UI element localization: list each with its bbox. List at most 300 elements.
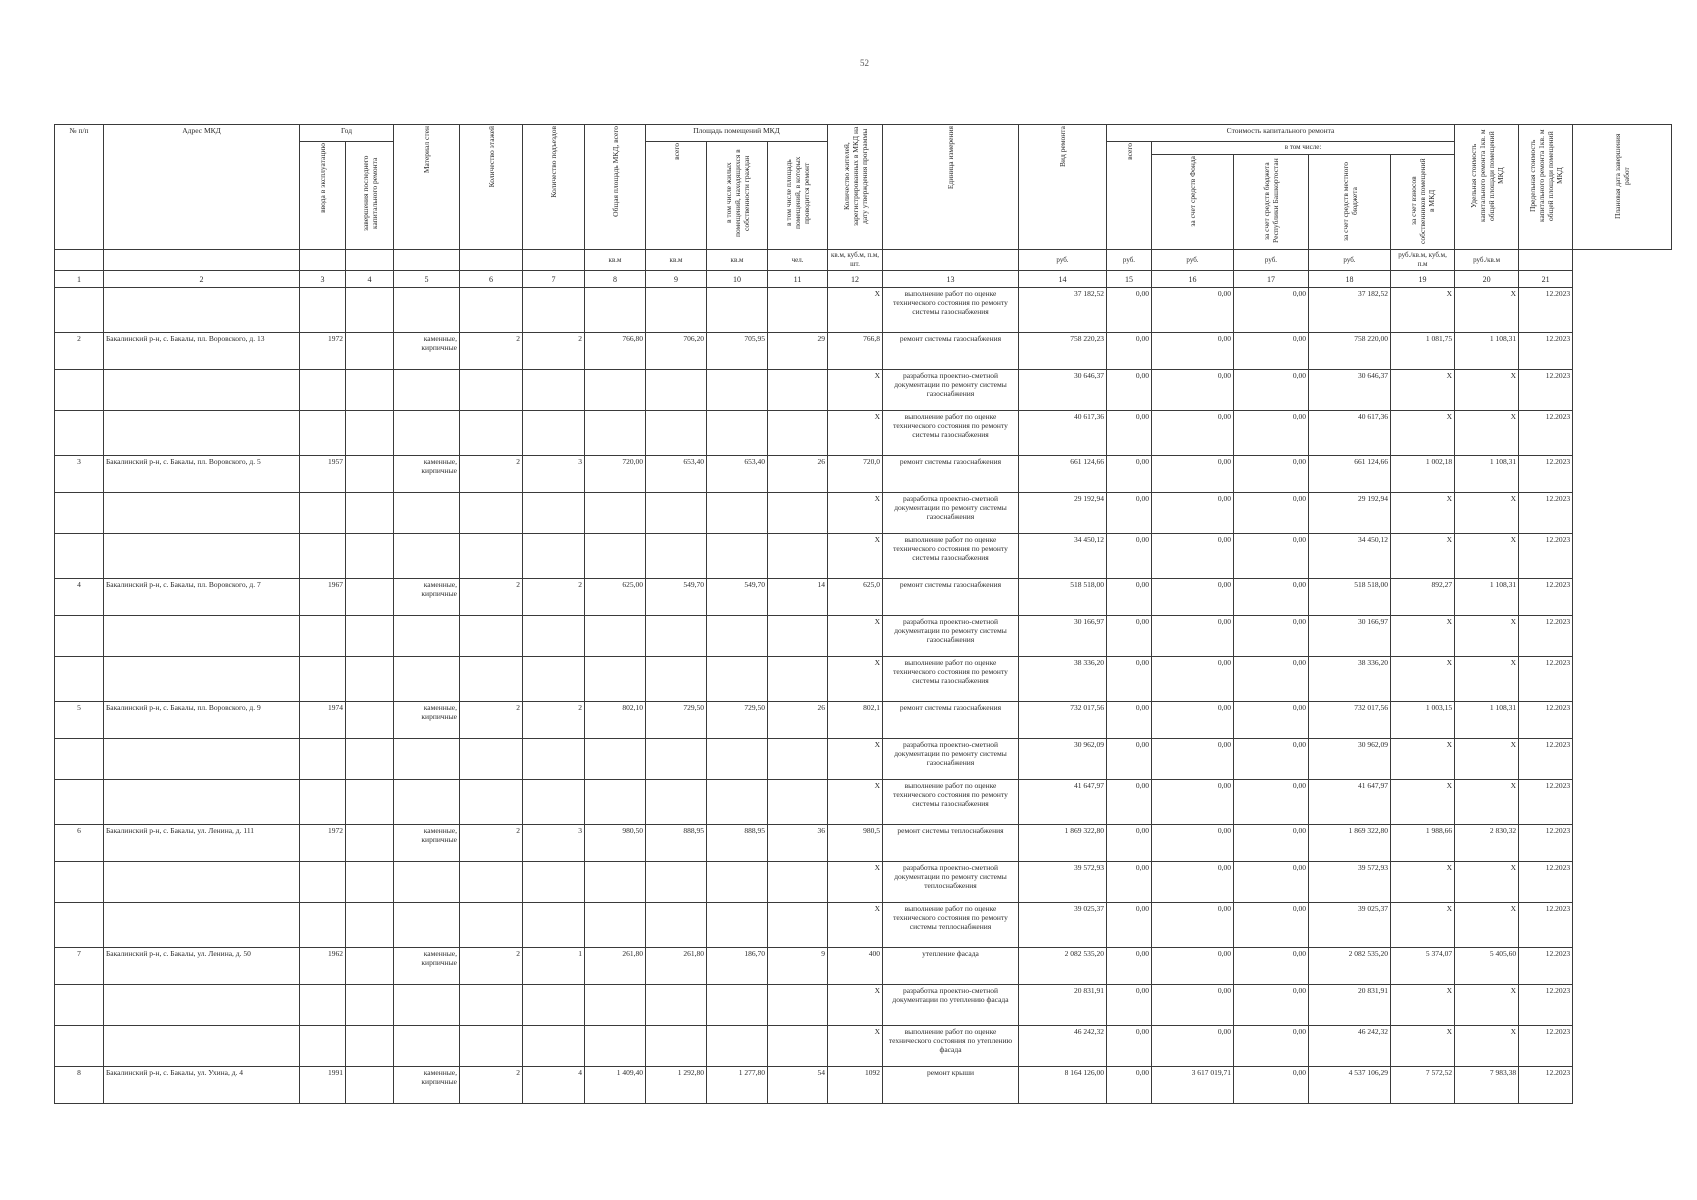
- premises-area-cell: [646, 780, 707, 825]
- residents-count-cell: 36: [768, 825, 828, 862]
- unit-cell: руб.: [1107, 250, 1152, 271]
- repair-type-cell: ремонт системы газоснабжения: [883, 702, 1019, 739]
- cost-owners-cell: 38 336,20: [1309, 657, 1391, 702]
- row-number: 3: [55, 456, 104, 493]
- specific-cost-cell: X: [1391, 985, 1455, 1026]
- column-number-cell: 2: [104, 271, 300, 288]
- unit-value-cell: X: [828, 288, 883, 333]
- deadline-cell: 12.2023: [1519, 579, 1573, 616]
- floors-cell: 2: [460, 825, 523, 862]
- floors-cell: [460, 657, 523, 702]
- entrances-cell: [523, 1026, 585, 1067]
- entrances-cell: 3: [523, 825, 585, 862]
- residents-count-cell: [768, 534, 828, 579]
- wall-material-cell: [394, 862, 460, 903]
- header-premises-other: в том числе площадь помещений, в которых проводится ремонт: [768, 142, 828, 250]
- header-cost-total: всего: [1107, 142, 1152, 250]
- cost-republic-cell: 3 617 019,71: [1152, 1067, 1234, 1104]
- year-built-cell: [300, 1026, 346, 1067]
- year-last-repair-cell: [346, 739, 394, 780]
- year-built-cell: 1962: [300, 948, 346, 985]
- deadline-cell: 12.2023: [1519, 780, 1573, 825]
- address-cell: [104, 657, 300, 702]
- header-num: № п/п: [55, 125, 104, 250]
- address-cell: [104, 288, 300, 333]
- address-cell: [104, 411, 300, 456]
- unit-cell: [300, 250, 346, 271]
- residents-area-cell: [707, 780, 768, 825]
- total-area-cell: [585, 493, 646, 534]
- unit-cell: кв.м: [646, 250, 707, 271]
- floors-cell: [460, 985, 523, 1026]
- residents-area-cell: [707, 370, 768, 411]
- floors-cell: 2: [460, 948, 523, 985]
- unit-cell: [394, 250, 460, 271]
- deadline-cell: 12.2023: [1519, 985, 1573, 1026]
- table-row: [55, 493, 1672, 534]
- total-area-cell: 980,50: [585, 825, 646, 862]
- year-built-cell: [300, 780, 346, 825]
- premises-area-cell: 706,20: [646, 333, 707, 370]
- table-row: [55, 288, 1672, 333]
- cost-local-cell: 0,00: [1234, 333, 1309, 370]
- row-number: [55, 739, 104, 780]
- total-area-cell: [585, 657, 646, 702]
- row-number: 2: [55, 333, 104, 370]
- residents-area-cell: [707, 1026, 768, 1067]
- floors-cell: [460, 862, 523, 903]
- cost-total-cell: 30 166,97: [1019, 616, 1107, 657]
- repair-type-cell: ремонт системы теплоснабжения: [883, 825, 1019, 862]
- repair-type-cell: выполнение работ по оценке технического состояния по ремонту системы газоснабжения: [883, 534, 1019, 579]
- unit-value-cell: 1092: [828, 1067, 883, 1104]
- column-number-cell: 1: [55, 271, 104, 288]
- year-last-repair-cell: [346, 370, 394, 411]
- cost-local-cell: 0,00: [1234, 780, 1309, 825]
- column-number-cell: 16: [1152, 271, 1234, 288]
- residents-count-cell: [768, 985, 828, 1026]
- max-cost-cell: X: [1455, 657, 1519, 702]
- header-group-cost: Стоимость капитального ремонта: [1107, 125, 1455, 142]
- cost-republic-cell: 0,00: [1152, 456, 1234, 493]
- cost-fund-cell: 0,00: [1107, 288, 1152, 333]
- table-row: [55, 862, 1672, 903]
- specific-cost-cell: X: [1391, 780, 1455, 825]
- unit-value-cell: 625,0: [828, 579, 883, 616]
- cost-republic-cell: 0,00: [1152, 370, 1234, 411]
- column-number-cell: 19: [1391, 271, 1455, 288]
- row-number: [55, 288, 104, 333]
- cost-local-cell: 0,00: [1234, 288, 1309, 333]
- address-cell: [104, 616, 300, 657]
- specific-cost-cell: 7 572,52: [1391, 1067, 1455, 1104]
- residents-area-cell: 888,95: [707, 825, 768, 862]
- cost-local-cell: 0,00: [1234, 985, 1309, 1026]
- cost-republic-cell: 0,00: [1152, 493, 1234, 534]
- address-cell: [104, 739, 300, 780]
- row-number: [55, 534, 104, 579]
- max-cost-cell: 1 108,31: [1455, 702, 1519, 739]
- cost-total-cell: 39 572,93: [1019, 862, 1107, 903]
- table-row: [55, 825, 1672, 862]
- cost-local-cell: 0,00: [1234, 903, 1309, 948]
- unit-value-cell: 720,0: [828, 456, 883, 493]
- residents-area-cell: [707, 534, 768, 579]
- floors-cell: [460, 493, 523, 534]
- max-cost-cell: X: [1455, 985, 1519, 1026]
- repair-type-cell: разработка проектно-сметной документации по ремонту системы теплоснабжения: [883, 862, 1019, 903]
- year-last-repair-cell: [346, 411, 394, 456]
- cost-local-cell: 0,00: [1234, 493, 1309, 534]
- table-row: [55, 1067, 1672, 1104]
- max-cost-cell: 2 830,32: [1455, 825, 1519, 862]
- header-group-year: Год: [300, 125, 394, 142]
- cost-fund-cell: 0,00: [1107, 493, 1152, 534]
- cost-owners-cell: 29 192,94: [1309, 493, 1391, 534]
- entrances-cell: [523, 411, 585, 456]
- cost-republic-cell: 0,00: [1152, 702, 1234, 739]
- total-area-cell: [585, 1026, 646, 1067]
- premises-area-cell: [646, 411, 707, 456]
- cost-total-cell: 20 831,91: [1019, 985, 1107, 1026]
- repair-type-cell: разработка проектно-сметной документации по ремонту системы газоснабжения: [883, 616, 1019, 657]
- unit-cell: [346, 250, 394, 271]
- floors-cell: [460, 739, 523, 780]
- table-row: [55, 370, 1672, 411]
- repair-type-cell: выполнение работ по оценке технического состояния по ремонту системы газоснабжения: [883, 411, 1019, 456]
- unit-value-cell: X: [828, 739, 883, 780]
- cost-fund-cell: 0,00: [1107, 534, 1152, 579]
- column-number-cell: 5: [394, 271, 460, 288]
- row-number: 8: [55, 1067, 104, 1104]
- cost-fund-cell: 0,00: [1107, 616, 1152, 657]
- specific-cost-cell: 892,27: [1391, 579, 1455, 616]
- column-number-cell: 4: [346, 271, 394, 288]
- cost-republic-cell: 0,00: [1152, 534, 1234, 579]
- max-cost-cell: X: [1455, 370, 1519, 411]
- unit-cell: кв.м: [707, 250, 768, 271]
- deadline-cell: 12.2023: [1519, 948, 1573, 985]
- address-cell: [104, 780, 300, 825]
- max-cost-cell: X: [1455, 780, 1519, 825]
- deadline-cell: 12.2023: [1519, 1026, 1573, 1067]
- column-number-cell: 6: [460, 271, 523, 288]
- residents-count-cell: [768, 780, 828, 825]
- premises-area-cell: [646, 288, 707, 333]
- residents-area-cell: 1 277,80: [707, 1067, 768, 1104]
- column-number-cell: 17: [1234, 271, 1309, 288]
- cost-fund-cell: 0,00: [1107, 862, 1152, 903]
- repair-type-cell: утепление фасада: [883, 948, 1019, 985]
- year-built-cell: [300, 411, 346, 456]
- cost-local-cell: 0,00: [1234, 657, 1309, 702]
- deadline-cell: 12.2023: [1519, 903, 1573, 948]
- year-built-cell: 1991: [300, 1067, 346, 1104]
- cost-total-cell: 30 646,37: [1019, 370, 1107, 411]
- entrances-cell: 2: [523, 333, 585, 370]
- table-row: [55, 903, 1672, 948]
- header-residents: Количество жителей, зарегистрированных в МКД на дату утверждения программы: [828, 125, 883, 250]
- year-last-repair-cell: [346, 903, 394, 948]
- unit-value-cell: 980,5: [828, 825, 883, 862]
- total-area-cell: 766,80: [585, 333, 646, 370]
- header-premises-residents: в том числе жилых помещений, находящихся в собственности граждан: [707, 142, 768, 250]
- entrances-cell: [523, 657, 585, 702]
- premises-area-cell: 1 292,80: [646, 1067, 707, 1104]
- cost-total-cell: 41 647,97: [1019, 780, 1107, 825]
- repair-type-cell: ремонт системы газоснабжения: [883, 579, 1019, 616]
- table-row: [55, 333, 1672, 370]
- entrances-cell: 2: [523, 579, 585, 616]
- unit-value-cell: X: [828, 411, 883, 456]
- unit-cell: кв.м: [585, 250, 646, 271]
- address-cell: Бакалинский р-н, с. Бакалы, ул. Ухина, д. 4: [104, 1067, 300, 1104]
- residents-count-cell: [768, 616, 828, 657]
- specific-cost-cell: X: [1391, 370, 1455, 411]
- address-cell: Бакалинский р-н, с. Бакалы, пл. Воровского, д. 9: [104, 702, 300, 739]
- cost-republic-cell: 0,00: [1152, 985, 1234, 1026]
- cost-republic-cell: 0,00: [1152, 903, 1234, 948]
- wall-material-cell: [394, 534, 460, 579]
- cost-fund-cell: 0,00: [1107, 739, 1152, 780]
- repair-type-cell: ремонт крыши: [883, 1067, 1019, 1104]
- specific-cost-cell: 5 374,07: [1391, 948, 1455, 985]
- wall-material-cell: каменные, кирпичные: [394, 825, 460, 862]
- unit-value-cell: X: [828, 657, 883, 702]
- max-cost-cell: X: [1455, 739, 1519, 780]
- cost-total-cell: 39 025,37: [1019, 903, 1107, 948]
- unit-cell: руб.: [1234, 250, 1309, 271]
- column-number-cell: 21: [1519, 271, 1573, 288]
- table-row: [55, 534, 1672, 579]
- repair-type-cell: выполнение работ по оценке технического состояния по ремонту системы газоснабжения: [883, 657, 1019, 702]
- cost-local-cell: 0,00: [1234, 616, 1309, 657]
- column-number-cell: 10: [707, 271, 768, 288]
- deadline-cell: 12.2023: [1519, 1067, 1573, 1104]
- row-number: [55, 493, 104, 534]
- cost-owners-cell: 39 572,93: [1309, 862, 1391, 903]
- cost-republic-cell: 0,00: [1152, 780, 1234, 825]
- premises-area-cell: 888,95: [646, 825, 707, 862]
- cost-owners-cell: 30 166,97: [1309, 616, 1391, 657]
- table-row: [55, 616, 1672, 657]
- premises-area-cell: [646, 903, 707, 948]
- cost-republic-cell: 0,00: [1152, 288, 1234, 333]
- cost-owners-cell: 40 617,36: [1309, 411, 1391, 456]
- total-area-cell: [585, 985, 646, 1026]
- residents-area-cell: [707, 616, 768, 657]
- cost-local-cell: 0,00: [1234, 579, 1309, 616]
- cost-owners-cell: 732 017,56: [1309, 702, 1391, 739]
- entrances-cell: 2: [523, 702, 585, 739]
- deadline-cell: 12.2023: [1519, 616, 1573, 657]
- cost-local-cell: 0,00: [1234, 411, 1309, 456]
- deadline-cell: 12.2023: [1519, 493, 1573, 534]
- total-area-cell: [585, 288, 646, 333]
- total-area-cell: [585, 780, 646, 825]
- column-number-cell: 8: [585, 271, 646, 288]
- residents-count-cell: [768, 657, 828, 702]
- page-number: 52: [860, 58, 869, 68]
- cost-fund-cell: 0,00: [1107, 702, 1152, 739]
- header-cost-owners: за счет взносов собственников помещений в МКД: [1391, 155, 1455, 250]
- unit-cell: [104, 250, 300, 271]
- cost-owners-cell: 46 242,32: [1309, 1026, 1391, 1067]
- wall-material-cell: [394, 780, 460, 825]
- total-area-cell: [585, 616, 646, 657]
- premises-area-cell: [646, 862, 707, 903]
- max-cost-cell: X: [1455, 411, 1519, 456]
- repair-type-cell: выполнение работ по оценке технического состояния по ремонту системы газоснабжения: [883, 780, 1019, 825]
- total-area-cell: [585, 534, 646, 579]
- deadline-cell: 12.2023: [1519, 333, 1573, 370]
- max-cost-cell: X: [1455, 862, 1519, 903]
- cost-total-cell: 30 962,09: [1019, 739, 1107, 780]
- cost-fund-cell: 0,00: [1107, 579, 1152, 616]
- cost-local-cell: 0,00: [1234, 534, 1309, 579]
- residents-count-cell: [768, 411, 828, 456]
- cost-total-cell: 732 017,56: [1019, 702, 1107, 739]
- residents-count-cell: [768, 288, 828, 333]
- year-last-repair-cell: [346, 333, 394, 370]
- entrances-cell: [523, 739, 585, 780]
- repair-type-cell: разработка проектно-сметной документации по утеплению фасада: [883, 985, 1019, 1026]
- year-built-cell: 1967: [300, 579, 346, 616]
- header-max-cost: Предельная стоимость капитального ремонта 1кв. м общей площади помещений МКД: [1519, 125, 1573, 250]
- unit-cell: руб./кв.м: [1455, 250, 1519, 271]
- max-cost-cell: 1 108,31: [1455, 333, 1519, 370]
- cost-republic-cell: 0,00: [1152, 825, 1234, 862]
- deadline-cell: 12.2023: [1519, 862, 1573, 903]
- cost-total-cell: 2 082 535,20: [1019, 948, 1107, 985]
- row-number: [55, 657, 104, 702]
- residents-count-cell: 9: [768, 948, 828, 985]
- cost-owners-cell: 37 182,52: [1309, 288, 1391, 333]
- residents-area-cell: [707, 288, 768, 333]
- total-area-cell: [585, 739, 646, 780]
- entrances-cell: [523, 862, 585, 903]
- deadline-cell: 12.2023: [1519, 456, 1573, 493]
- column-number-cell: 18: [1309, 271, 1391, 288]
- floors-cell: 2: [460, 456, 523, 493]
- table-row: [55, 579, 1672, 616]
- year-built-cell: [300, 862, 346, 903]
- cost-local-cell: 0,00: [1234, 1026, 1309, 1067]
- header-address: Адрес МКД: [104, 125, 300, 250]
- year-built-cell: [300, 534, 346, 579]
- wall-material-cell: [394, 370, 460, 411]
- total-area-cell: [585, 903, 646, 948]
- cost-owners-cell: 2 082 535,20: [1309, 948, 1391, 985]
- deadline-cell: 12.2023: [1519, 288, 1573, 333]
- residents-area-cell: [707, 739, 768, 780]
- unit-value-cell: 802,1: [828, 702, 883, 739]
- specific-cost-cell: X: [1391, 739, 1455, 780]
- premises-area-cell: [646, 739, 707, 780]
- year-last-repair-cell: [346, 862, 394, 903]
- cost-local-cell: 0,00: [1234, 825, 1309, 862]
- deadline-cell: 12.2023: [1519, 534, 1573, 579]
- wall-material-cell: [394, 1026, 460, 1067]
- cost-total-cell: 8 164 126,00: [1019, 1067, 1107, 1104]
- year-last-repair-cell: [346, 534, 394, 579]
- row-number: 6: [55, 825, 104, 862]
- year-built-cell: 1972: [300, 825, 346, 862]
- cost-republic-cell: 0,00: [1152, 657, 1234, 702]
- cost-total-cell: 46 242,32: [1019, 1026, 1107, 1067]
- residents-count-cell: [768, 903, 828, 948]
- column-number-cell: 3: [300, 271, 346, 288]
- header-cost-republic: за счет средств бюджета Республики Башкортостан: [1234, 155, 1309, 250]
- deadline-cell: 12.2023: [1519, 739, 1573, 780]
- residents-area-cell: [707, 903, 768, 948]
- row-number: [55, 985, 104, 1026]
- residents-count-cell: [768, 493, 828, 534]
- cost-local-cell: 0,00: [1234, 739, 1309, 780]
- year-built-cell: [300, 739, 346, 780]
- max-cost-cell: X: [1455, 903, 1519, 948]
- row-number: [55, 411, 104, 456]
- floors-cell: [460, 411, 523, 456]
- cost-total-cell: 40 617,36: [1019, 411, 1107, 456]
- max-cost-cell: 1 108,31: [1455, 579, 1519, 616]
- year-last-repair-cell: [346, 456, 394, 493]
- wall-material-cell: каменные, кирпичные: [394, 1067, 460, 1104]
- specific-cost-cell: X: [1391, 657, 1455, 702]
- total-area-cell: [585, 370, 646, 411]
- residents-area-cell: [707, 862, 768, 903]
- deadline-cell: 12.2023: [1519, 411, 1573, 456]
- floors-cell: 2: [460, 1067, 523, 1104]
- entrances-cell: [523, 534, 585, 579]
- unit-value-cell: X: [828, 493, 883, 534]
- table-row: [55, 411, 1672, 456]
- table-row: [55, 985, 1672, 1026]
- address-cell: [104, 370, 300, 411]
- specific-cost-cell: 1 003,15: [1391, 702, 1455, 739]
- residents-area-cell: 653,40: [707, 456, 768, 493]
- residents-count-cell: 29: [768, 333, 828, 370]
- column-number-cell: 11: [768, 271, 828, 288]
- table-row: [55, 780, 1672, 825]
- premises-area-cell: [646, 493, 707, 534]
- column-numbers-row: [55, 271, 1672, 288]
- column-number-cell: 7: [523, 271, 585, 288]
- residents-count-cell: [768, 739, 828, 780]
- repair-type-cell: разработка проектно-сметной документации по ремонту системы газоснабжения: [883, 370, 1019, 411]
- header-cost-fund: за счет средств Фонда: [1152, 155, 1234, 250]
- wall-material-cell: [394, 616, 460, 657]
- max-cost-cell: X: [1455, 493, 1519, 534]
- premises-area-cell: [646, 1026, 707, 1067]
- year-built-cell: 1974: [300, 702, 346, 739]
- repair-type-cell: выполнение работ по оценке технического состояния по ремонту системы теплоснабжения: [883, 903, 1019, 948]
- header-group-premises: Площадь помещений МКД: [646, 125, 828, 142]
- wall-material-cell: каменные, кирпичные: [394, 579, 460, 616]
- row-number: [55, 780, 104, 825]
- year-last-repair-cell: [346, 579, 394, 616]
- year-built-cell: [300, 657, 346, 702]
- entrances-cell: [523, 493, 585, 534]
- max-cost-cell: X: [1455, 616, 1519, 657]
- header-row-1: [55, 125, 1672, 142]
- unit-cell: [1519, 250, 1573, 271]
- floors-cell: [460, 534, 523, 579]
- cost-republic-cell: 0,00: [1152, 333, 1234, 370]
- unit-cell: [55, 250, 104, 271]
- cost-owners-cell: 20 831,91: [1309, 985, 1391, 1026]
- cost-local-cell: 0,00: [1234, 456, 1309, 493]
